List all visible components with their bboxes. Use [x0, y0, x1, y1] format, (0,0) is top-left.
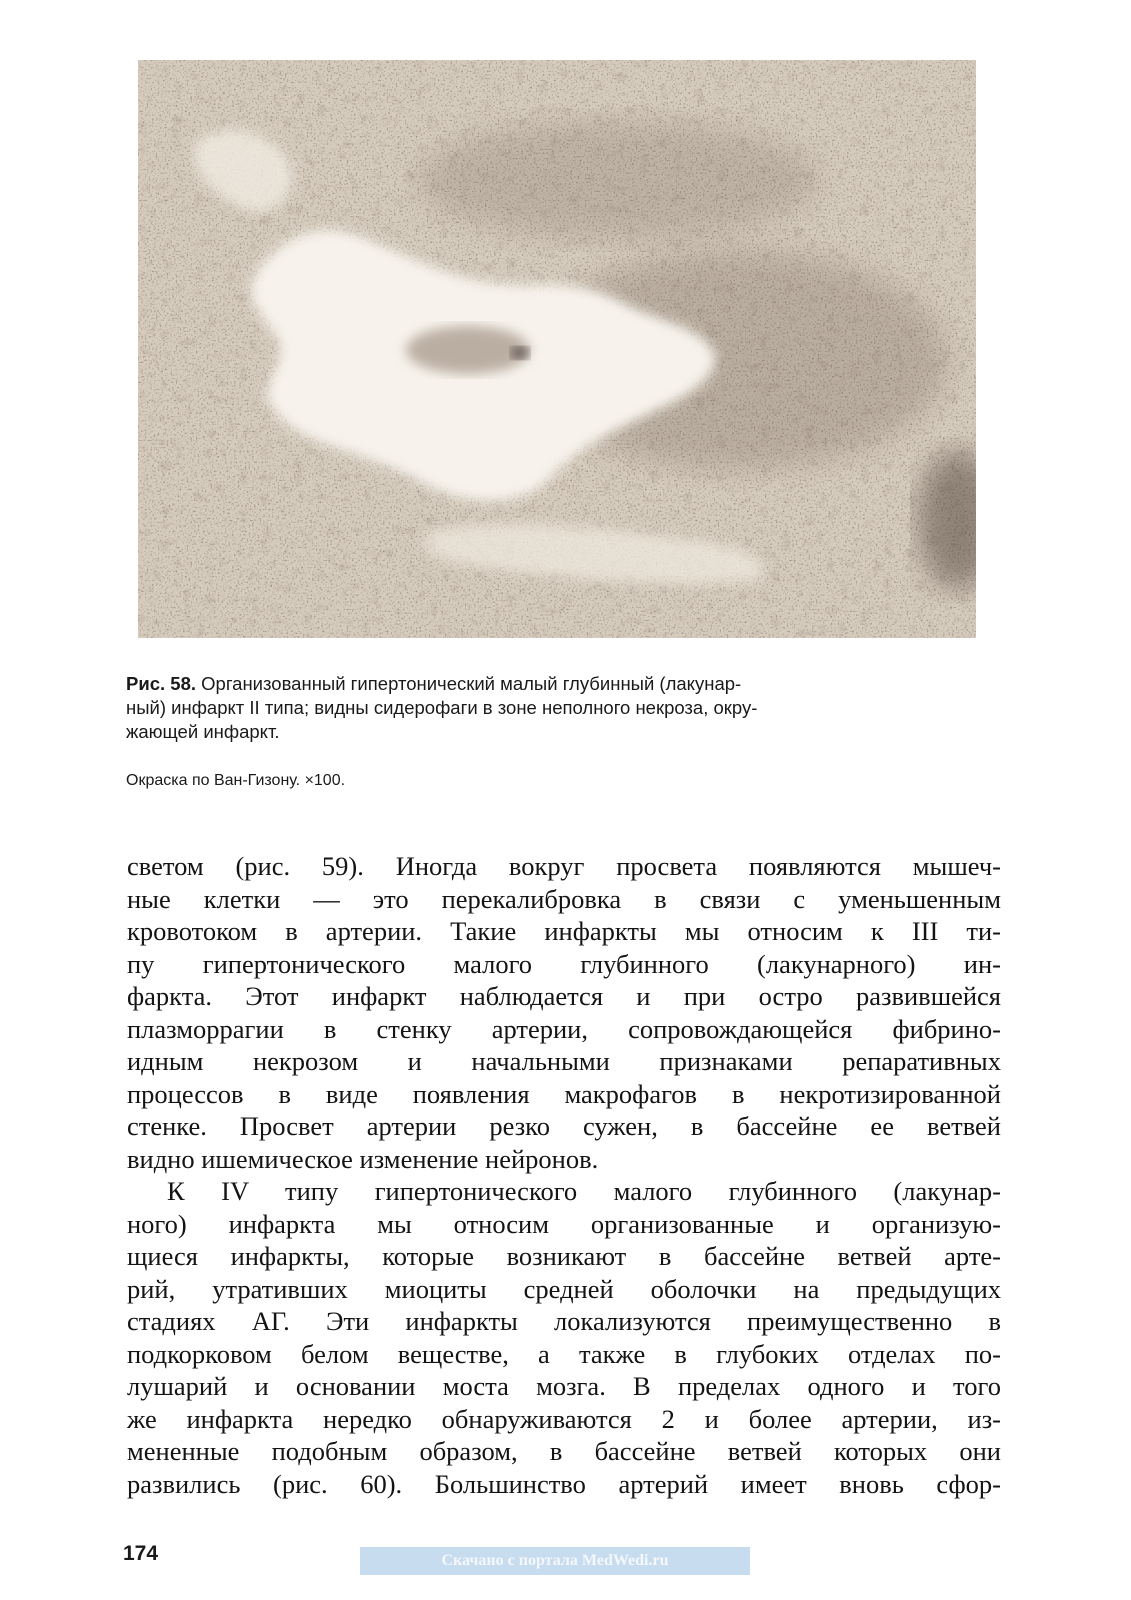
text-line: фаркта. Этот инфаркт наблюдается и при остро развившейся [127, 981, 1001, 1011]
text-line: ного) инфаркта мы относим организованные и организую- [127, 1208, 1001, 1239]
caption-line-3: жающей инфаркт. [126, 721, 280, 742]
micrograph-image [138, 60, 976, 638]
text-line: ные клетки — это перекалибровка в связи с уменьшенным [127, 883, 1001, 914]
caption-line-1-text: Организованный гипертонический малый глубинный (лакунар- [196, 673, 742, 694]
paragraph-2 [127, 1175, 1001, 1500]
watermark-link[interactable]: Скачано с портала MedWedi.ru [360, 1547, 750, 1575]
text-line: пу гипертонического малого глубинного (лакунарного) ин- [127, 948, 1001, 979]
text-line: видно ишемическое изменение нейронов. [127, 1143, 599, 1174]
text-line: идным некрозом и начальными признаками репаративных [127, 1046, 1001, 1076]
text-line: мененные подобным образом, в бассейне ветвей которых они [127, 1436, 1001, 1466]
text-line: же инфаркта нередко обнаруживаются 2 и более артерии, из- [127, 1403, 1001, 1434]
figure-caption [126, 672, 1002, 744]
text-line: светом (рис. 59). Иногда вокруг просвета появляются мышеч- [127, 851, 1001, 881]
caption-line-2: ный) инфаркт II типа; видны сидерофаги в зоне неполного некроза, окру- [126, 697, 758, 718]
body-text [127, 850, 1001, 1500]
paragraph-1 [127, 850, 1001, 1175]
text-line: К IV типу гипертонического малого глубинного (лакунар- [167, 1176, 1001, 1206]
caption-line-1 [126, 672, 1002, 696]
text-line: стенке. Просвет артерии резко сужен, в бассейне ее ветвей [127, 1111, 1001, 1141]
text-line: рий, утративших миоциты средней оболочки на предыдущих [127, 1273, 1001, 1304]
text-line: щиеся инфаркты, которые возникают в бассейне ветвей арте- [127, 1241, 1001, 1271]
stain-note: Окраска по Ван-Гизону. ×100. [126, 772, 346, 789]
text-line: стадиях АГ. Эти инфаркты локализуются преимущественно в [127, 1306, 1001, 1336]
text-line: процессов в виде появления макрофагов в некротизированной [127, 1078, 1001, 1109]
text-line: плазморрагии в стенку артерии, сопровождающейся фибрино- [127, 1013, 1001, 1044]
text-line: кровотоком в артерии. Такие инфаркты мы относим к III ти- [127, 916, 1001, 946]
text-line: лушарий и основании моста мозга. В пределах одного и того [127, 1371, 1001, 1401]
text-line: развились (рис. 60). Большинство артерий имеет вновь сфор- [127, 1468, 1001, 1499]
text-line: подкорковом белом веществе, а также в глубоких отделах по- [127, 1338, 1001, 1369]
page-number: 174 [123, 1542, 159, 1565]
micrograph-figure [138, 60, 976, 638]
figure-label: Рис. 58. [126, 673, 196, 694]
